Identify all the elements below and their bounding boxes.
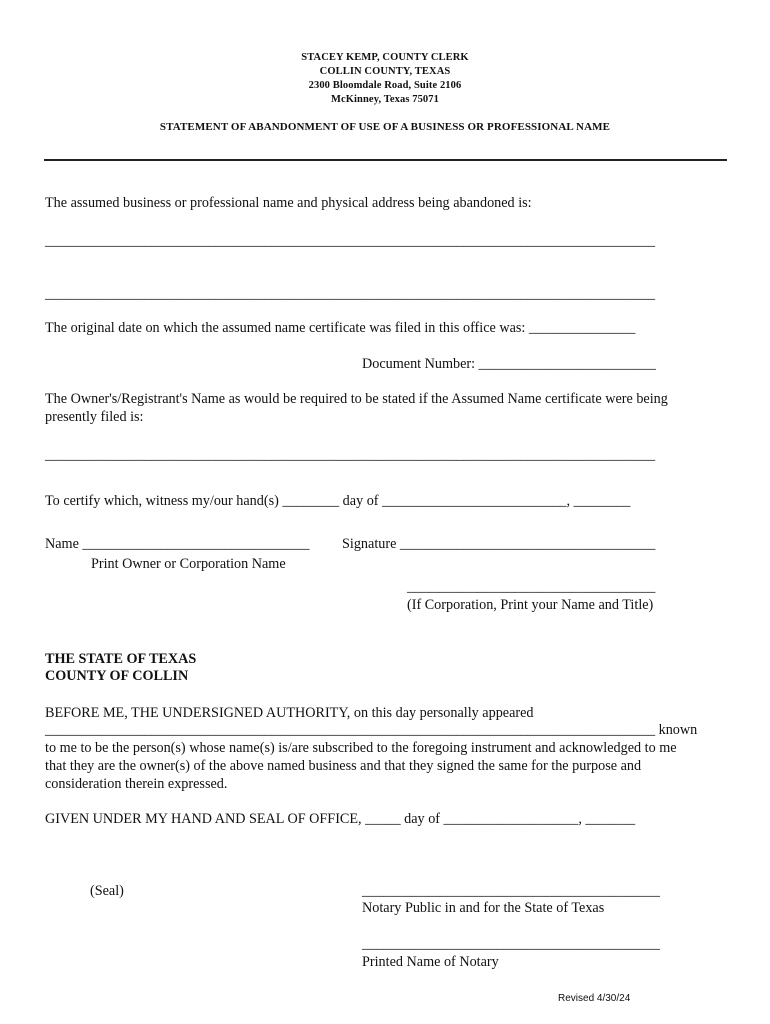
county-heading: COUNTY OF COLLIN [45,668,189,684]
signature-field[interactable]: Signature ____________________________________ [342,536,656,552]
given-under-hand-line[interactable]: GIVEN UNDER MY HAND AND SEAL OF OFFICE, _____ day of ___________________, _______ [45,811,636,827]
notary-printed-name-line[interactable]: __________________________________________ [362,936,660,952]
clerk-address: 2300 Bloomdale Road, Suite 2106 [308,80,462,91]
owner-name-label: The Owner's/Registrant's Name as would be required to be stated if the Assumed Name certificate were being [45,391,668,407]
seal-label: (Seal) [90,883,124,899]
acknowledgment-text-2: that they are the owner(s) of the above named business and that they signed the same for the purpose and [45,758,642,774]
owner-name-line[interactable]: ______________________________________________________________________________________ [45,447,656,463]
owner-name-label-cont: presently filed is: [45,409,144,425]
abandoned-name-line-2[interactable]: ______________________________________________________________________________________ [45,286,656,302]
acknowledgment-text-1: to me to be the person(s) whose name(s) is/are subscribed to the foregoing instrument and acknowledged to me [45,740,677,756]
clerk-name: STACEY KEMP, COUNTY CLERK [301,52,469,63]
acknowledgment-text-3: consideration therein expressed. [45,776,228,792]
clerk-city: McKinney, Texas 75071 [331,94,439,105]
print-owner-label: Print Owner or Corporation Name [91,556,286,572]
name-field[interactable]: Name ________________________________ [45,536,310,552]
original-date-field[interactable]: The original date on which the assumed name certificate was filed in this office was: _______________ [45,320,636,336]
before-me-text: BEFORE ME, THE UNDERSIGNED AUTHORITY, on this day personally appeared [45,705,534,721]
state-heading: THE STATE OF TEXAS [45,651,197,667]
certify-line[interactable]: To certify which, witness my/our hand(s) ________ day of __________________________, ________ [45,493,631,509]
corporation-title-label: (If Corporation, Print your Name and Title) [407,597,654,613]
revision-date: Revised 4/30/24 [558,993,631,1004]
appeared-name-line[interactable]: ______________________________________________________________________________________ known [45,722,698,738]
document-number-field[interactable]: Document Number: _________________________ [362,356,656,372]
corporation-signature-line[interactable]: ___________________________________ [407,579,656,595]
notary-signature-line[interactable]: __________________________________________ [362,883,660,899]
abandoned-name-label: The assumed business or professional name and physical address being abandoned is: [45,195,532,211]
county-name: COLLIN COUNTY, TEXAS [319,66,451,77]
printed-name-label: Printed Name of Notary [362,954,499,970]
header-divider [44,159,727,161]
notary-public-label: Notary Public in and for the State of Texas [362,900,605,916]
document-title: STATEMENT OF ABANDONMENT OF USE OF A BUSINESS OR PROFESSIONAL NAME [159,121,611,133]
abandoned-name-line-1[interactable]: ______________________________________________________________________________________ [45,233,656,249]
